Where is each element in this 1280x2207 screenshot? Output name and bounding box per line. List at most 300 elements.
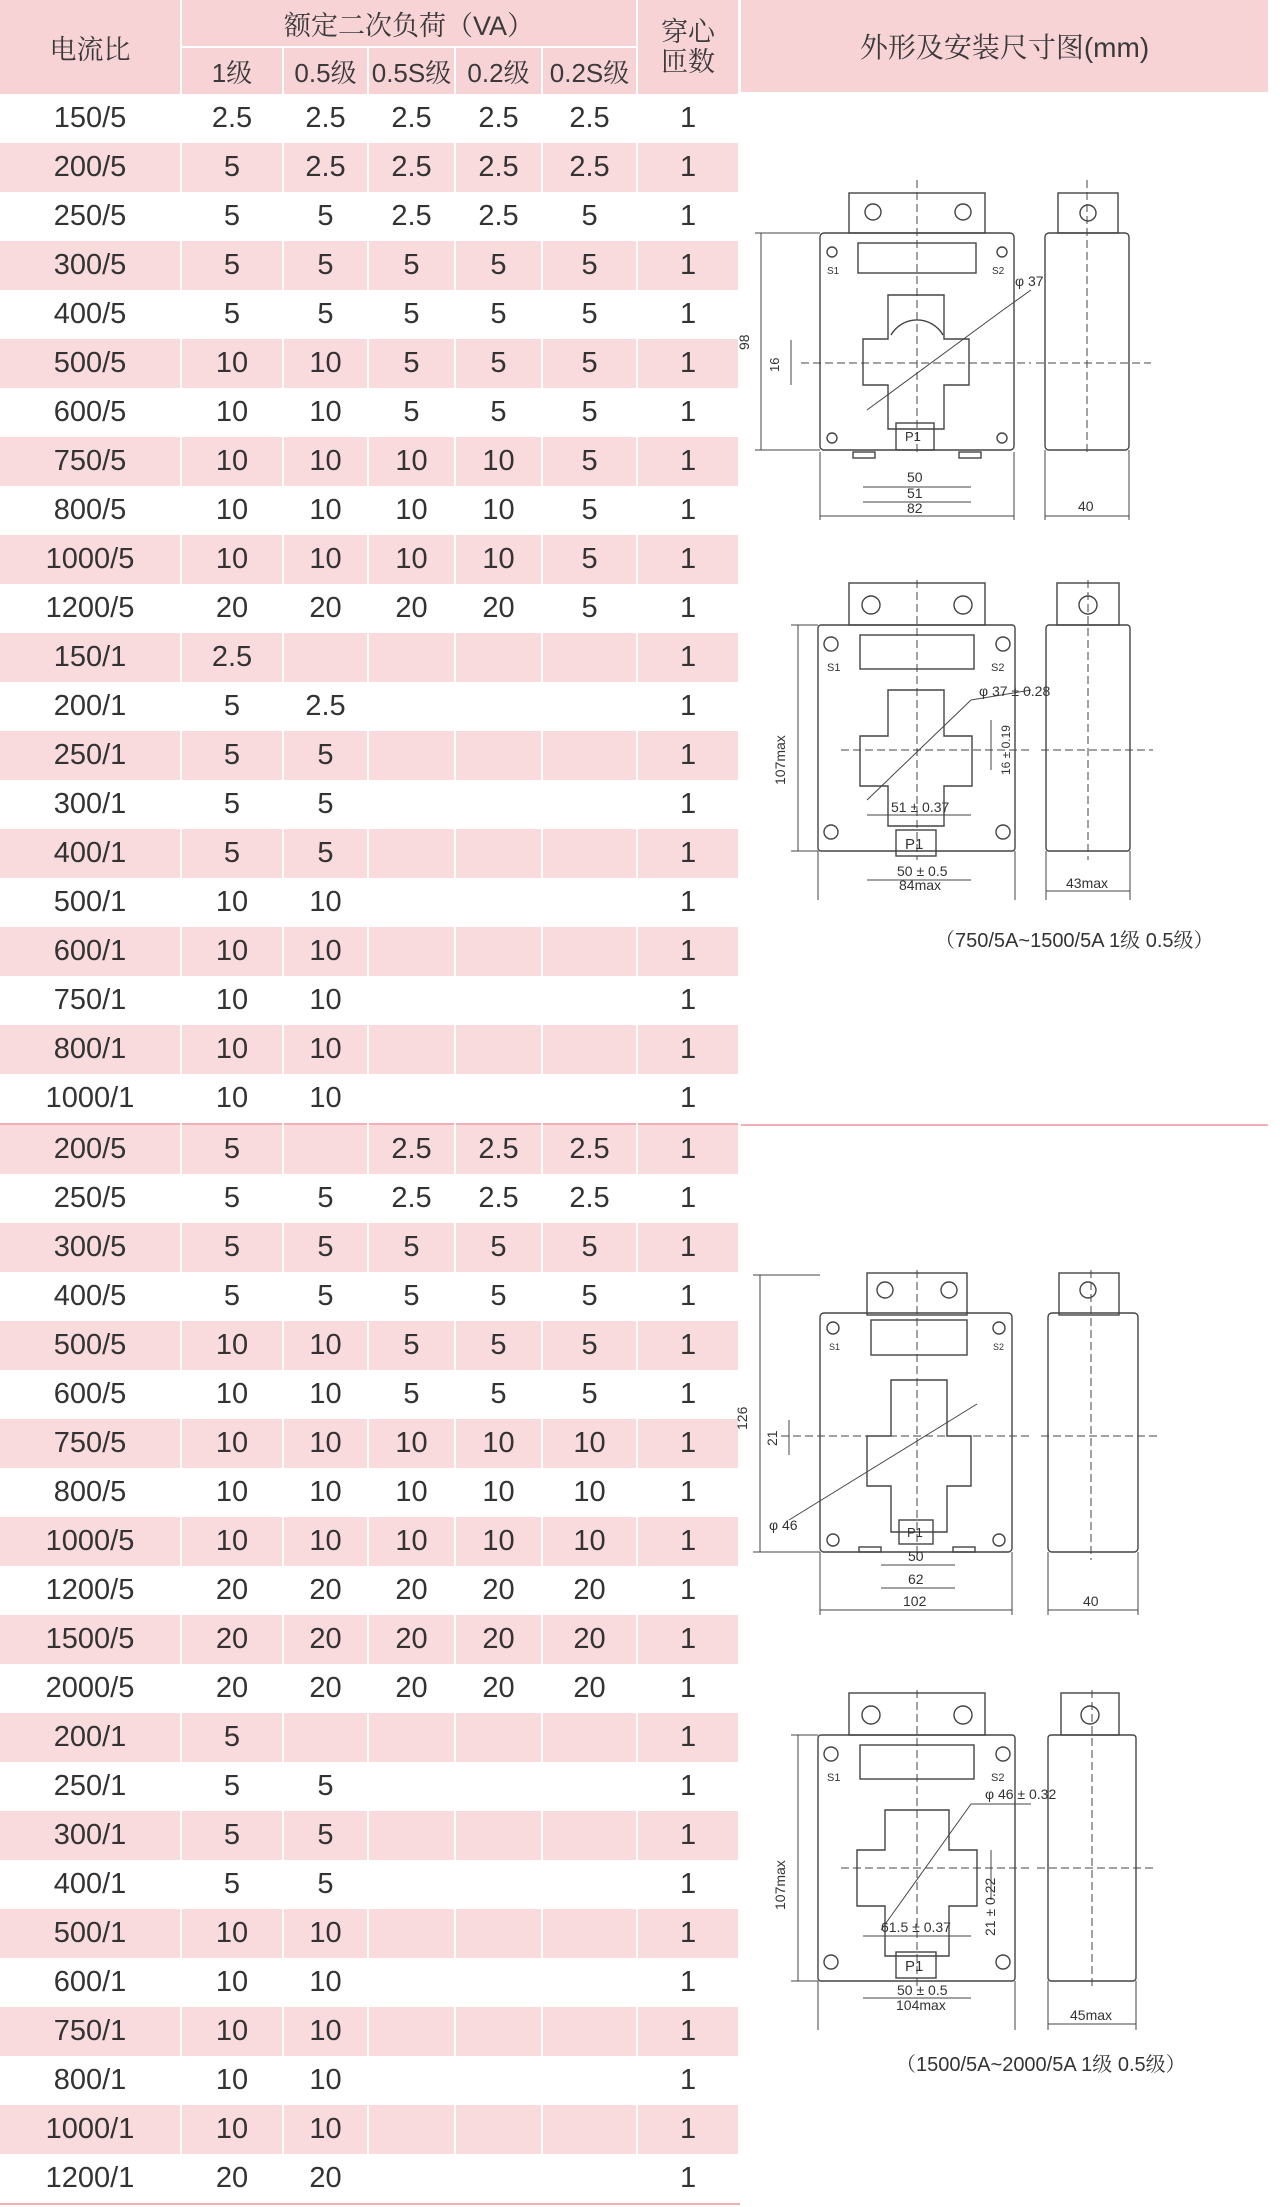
cell-class-0-5s: 5 [368, 1272, 455, 1321]
header-class-0-5: 0.5级 [283, 47, 368, 94]
cell-class-0-5s: 2.5 [368, 143, 455, 192]
d4-width-50-label: 50 ± 0.5 [897, 1982, 948, 1998]
cell-class-1: 10 [181, 1958, 283, 2007]
cell-ratio: 400/1 [0, 1860, 181, 1909]
cell-class-0-5s [368, 976, 455, 1025]
cell-class-1: 5 [181, 1713, 283, 1762]
header-turns: 穿心 匝数 [637, 0, 739, 94]
cell-turns: 1 [637, 1909, 739, 1958]
table-row [0, 437, 739, 486]
drawing-header: 外形及安装尺寸图(mm) [741, 0, 1268, 92]
table-row [0, 878, 739, 927]
cell-turns: 1 [637, 731, 739, 780]
cell-class-0-5: 10 [283, 1958, 368, 2007]
cell-class-1: 5 [181, 192, 283, 241]
table-row [0, 1272, 739, 1321]
cell-class-0-2s: 10 [542, 1517, 637, 1566]
cell-class-1: 20 [181, 1566, 283, 1615]
cell-ratio: 1500/5 [0, 1615, 181, 1664]
d4-s2-label: S2 [991, 1772, 1005, 1784]
cell-turns: 1 [637, 290, 739, 339]
cell-ratio: 800/5 [0, 1468, 181, 1517]
d1-height-label: 98 [736, 334, 752, 350]
cell-turns: 1 [637, 1074, 739, 1124]
cell-class-0-2: 10 [455, 1468, 542, 1517]
cell-class-0-2s [542, 731, 637, 780]
cell-class-0-2s [542, 878, 637, 927]
cell-class-0-5s [368, 2007, 455, 2056]
table-row [0, 584, 739, 633]
d2-diameter-label: φ 37 ± 0.28 [979, 683, 1051, 699]
d1-width-50-label: 50 [907, 469, 923, 485]
d3-width-50-label: 50 [908, 1548, 924, 1564]
d1-s1-label: S1 [827, 266, 840, 277]
cell-class-0-2 [455, 927, 542, 976]
cell-class-0-5: 10 [283, 1370, 368, 1419]
cell-turns: 1 [637, 1124, 739, 1174]
cell-class-0-2: 2.5 [455, 143, 542, 192]
cell-class-0-5s [368, 878, 455, 927]
cell-ratio: 800/1 [0, 1025, 181, 1074]
cell-turns: 1 [637, 1860, 739, 1909]
cell-class-0-2s [542, 1074, 637, 1124]
cell-class-0-5: 2.5 [283, 143, 368, 192]
cell-class-0-2: 5 [455, 241, 542, 290]
d3-diameter-label: φ 46 [769, 1517, 798, 1533]
cell-class-0-2s: 5 [542, 388, 637, 437]
cell-class-0-2 [455, 1958, 542, 2007]
table-row [0, 94, 739, 143]
cell-class-1: 5 [181, 241, 283, 290]
cell-ratio: 500/1 [0, 878, 181, 927]
cell-class-0-5: 5 [283, 1860, 368, 1909]
cell-class-0-5: 5 [283, 780, 368, 829]
cell-class-0-2s [542, 780, 637, 829]
cell-class-0-2s [542, 1811, 637, 1860]
cell-class-0-5: 5 [283, 192, 368, 241]
cell-class-0-5: 2.5 [283, 94, 368, 143]
d2-width-51-label: 51 ± 0.37 [891, 799, 950, 815]
cell-turns: 1 [637, 878, 739, 927]
cell-ratio: 200/5 [0, 143, 181, 192]
cell-class-0-2: 5 [455, 339, 542, 388]
cell-class-0-2 [455, 2056, 542, 2105]
cell-turns: 1 [637, 780, 739, 829]
cell-class-1: 5 [181, 1860, 283, 1909]
cell-class-0-5s: 5 [368, 1370, 455, 1419]
cell-class-1: 5 [181, 1174, 283, 1223]
cell-class-0-5: 10 [283, 339, 368, 388]
table-row [0, 143, 739, 192]
cell-ratio: 400/5 [0, 290, 181, 339]
cell-ratio: 200/5 [0, 1124, 181, 1174]
d3-window-label: 21 [764, 1430, 780, 1446]
cell-class-0-2s: 2.5 [542, 94, 637, 143]
cell-ratio: 800/1 [0, 2056, 181, 2105]
cell-class-0-5s: 20 [368, 1615, 455, 1664]
cell-ratio: 800/5 [0, 486, 181, 535]
cell-turns: 1 [637, 976, 739, 1025]
cell-class-0-5: 10 [283, 388, 368, 437]
cell-ratio: 400/1 [0, 829, 181, 878]
cell-class-0-5s: 10 [368, 1517, 455, 1566]
table-row [0, 1370, 739, 1419]
cell-class-0-2s [542, 976, 637, 1025]
cell-class-0-2s: 5 [542, 339, 637, 388]
cell-class-0-5s [368, 2105, 455, 2154]
cell-class-1: 5 [181, 1762, 283, 1811]
table-row [0, 1468, 739, 1517]
cell-class-0-5: 5 [283, 1223, 368, 1272]
cell-class-0-2s: 2.5 [542, 143, 637, 192]
table-row [0, 1025, 739, 1074]
cell-class-0-5: 20 [283, 1566, 368, 1615]
d4-diameter-label: φ 46 ± 0.32 [985, 1786, 1057, 1802]
cell-class-0-5s: 20 [368, 1566, 455, 1615]
cell-class-0-5s [368, 1811, 455, 1860]
cell-class-0-2 [455, 2007, 542, 2056]
cell-class-0-2: 10 [455, 437, 542, 486]
cell-ratio: 400/5 [0, 1272, 181, 1321]
cell-class-0-2 [455, 682, 542, 731]
table-row [0, 535, 739, 584]
cell-ratio: 1200/5 [0, 584, 181, 633]
cell-class-0-2s: 5 [542, 1272, 637, 1321]
cell-class-0-2: 10 [455, 1517, 542, 1566]
d2-height-label: 107max [772, 735, 788, 785]
d3-width-102-label: 102 [903, 1593, 927, 1609]
cell-class-0-5: 5 [283, 829, 368, 878]
cell-ratio: 250/5 [0, 192, 181, 241]
d3-p1-label: P1 [907, 1525, 923, 1540]
table-row [0, 2105, 739, 2154]
table-row [0, 1223, 739, 1272]
table-row [0, 2056, 739, 2105]
cell-ratio: 300/5 [0, 1223, 181, 1272]
cell-ratio: 200/1 [0, 682, 181, 731]
cell-class-0-5s: 10 [368, 437, 455, 486]
cell-class-0-5s [368, 1074, 455, 1124]
cell-class-0-2 [455, 633, 542, 682]
table-row [0, 682, 739, 731]
cell-ratio: 250/1 [0, 731, 181, 780]
cell-class-0-2: 20 [455, 1615, 542, 1664]
cell-class-1: 10 [181, 388, 283, 437]
cell-ratio: 300/5 [0, 241, 181, 290]
cell-ratio: 150/5 [0, 94, 181, 143]
cell-turns: 1 [637, 1419, 739, 1468]
cell-class-0-5s [368, 633, 455, 682]
d1-width-82-label: 82 [907, 500, 923, 516]
cell-ratio: 1000/5 [0, 1517, 181, 1566]
table-row [0, 731, 739, 780]
cell-class-0-2s [542, 2007, 637, 2056]
cell-class-0-2s: 5 [542, 1370, 637, 1419]
cell-class-0-5: 20 [283, 1664, 368, 1713]
cell-class-0-2 [455, 2154, 542, 2204]
cell-class-0-2s: 5 [542, 535, 637, 584]
cell-class-0-2s: 5 [542, 437, 637, 486]
cell-class-0-2s: 5 [542, 1321, 637, 1370]
cell-class-0-5s: 5 [368, 241, 455, 290]
cell-class-0-5s: 2.5 [368, 1174, 455, 1223]
d3-side-width-label: 40 [1083, 1593, 1099, 1609]
cell-ratio: 600/5 [0, 388, 181, 437]
table-row [0, 2007, 739, 2056]
d4-s1-label: S1 [827, 1772, 841, 1784]
cell-turns: 1 [637, 927, 739, 976]
cell-class-0-2s: 10 [542, 1419, 637, 1468]
cell-ratio: 600/1 [0, 927, 181, 976]
cell-class-0-2: 5 [455, 1370, 542, 1419]
table-row [0, 1321, 739, 1370]
cell-class-0-5: 2.5 [283, 682, 368, 731]
cell-class-0-2: 20 [455, 1566, 542, 1615]
cell-ratio: 1200/1 [0, 2154, 181, 2204]
cell-class-0-2s [542, 2154, 637, 2204]
cell-class-0-2: 10 [455, 1419, 542, 1468]
cell-class-0-5: 10 [283, 1074, 368, 1124]
cell-turns: 1 [637, 1664, 739, 1713]
cell-ratio: 500/5 [0, 339, 181, 388]
cell-class-0-2s: 5 [542, 1223, 637, 1272]
cell-class-0-5: 10 [283, 1468, 368, 1517]
cell-turns: 1 [637, 388, 739, 437]
cell-class-0-2s: 2.5 [542, 1124, 637, 1174]
cell-class-0-2 [455, 731, 542, 780]
cell-turns: 1 [637, 437, 739, 486]
table-row [0, 1762, 739, 1811]
cell-ratio: 1000/1 [0, 2105, 181, 2154]
cell-class-0-2s: 5 [542, 241, 637, 290]
d2-p1-label: P1 [905, 836, 924, 853]
cell-turns: 1 [637, 682, 739, 731]
cell-turns: 1 [637, 2056, 739, 2105]
cell-class-0-5s [368, 780, 455, 829]
d3-height-label: 126 [734, 1406, 750, 1430]
cell-turns: 1 [637, 94, 739, 143]
cell-class-1: 10 [181, 1074, 283, 1124]
header-class-0-5s: 0.5S级 [368, 47, 455, 94]
cell-class-0-5s [368, 1958, 455, 2007]
cell-class-0-2s: 5 [542, 192, 637, 241]
cell-class-0-5: 10 [283, 927, 368, 976]
cell-class-1: 20 [181, 584, 283, 633]
table-row [0, 780, 739, 829]
cell-class-0-2s: 10 [542, 1468, 637, 1517]
cell-ratio: 2000/5 [0, 1664, 181, 1713]
cell-class-1: 10 [181, 1468, 283, 1517]
table-row [0, 192, 739, 241]
header-class-0-2: 0.2级 [455, 47, 542, 94]
cell-class-0-5: 10 [283, 1909, 368, 1958]
d4-window-label: 21 ± 0.22 [982, 1877, 998, 1936]
cell-class-0-5s: 2.5 [368, 1124, 455, 1174]
table-row [0, 1664, 739, 1713]
cell-class-0-5s: 10 [368, 535, 455, 584]
table-row [0, 290, 739, 339]
cell-class-0-2: 5 [455, 1272, 542, 1321]
cell-turns: 1 [637, 584, 739, 633]
cell-ratio: 300/1 [0, 1811, 181, 1860]
cell-class-0-5s [368, 829, 455, 878]
d4-side-width-label: 45max [1070, 2007, 1113, 2023]
cell-class-0-5s [368, 2056, 455, 2105]
table-row [0, 388, 739, 437]
cell-class-0-2s: 20 [542, 1615, 637, 1664]
cell-class-0-2 [455, 1860, 542, 1909]
cell-turns: 1 [637, 241, 739, 290]
d1-s2-label: S2 [992, 266, 1005, 277]
cell-class-0-2s [542, 1860, 637, 1909]
cell-class-0-2: 10 [455, 486, 542, 535]
cell-turns: 1 [637, 1321, 739, 1370]
cell-class-0-5s [368, 1860, 455, 1909]
cell-class-0-2: 10 [455, 535, 542, 584]
cell-turns: 1 [637, 2154, 739, 2204]
cell-class-0-5: 5 [283, 1762, 368, 1811]
cell-class-0-5: 10 [283, 1517, 368, 1566]
cell-ratio: 1200/5 [0, 1566, 181, 1615]
cell-turns: 1 [637, 486, 739, 535]
cell-ratio: 750/1 [0, 2007, 181, 2056]
cell-class-1: 10 [181, 535, 283, 584]
table-row [0, 1909, 739, 1958]
cell-class-0-2 [455, 1074, 542, 1124]
cell-class-0-5s [368, 2154, 455, 2204]
cell-turns: 1 [637, 1615, 739, 1664]
cell-class-1: 2.5 [181, 94, 283, 143]
cell-class-0-2 [455, 1909, 542, 1958]
d1-side-width-label: 40 [1078, 498, 1094, 514]
cell-class-1: 10 [181, 976, 283, 1025]
cell-class-0-5: 20 [283, 584, 368, 633]
cell-class-1: 5 [181, 1124, 283, 1174]
cell-class-0-5s: 5 [368, 339, 455, 388]
cell-turns: 1 [637, 192, 739, 241]
d3-s1-label: S1 [829, 1342, 841, 1352]
cell-class-0-2s: 5 [542, 290, 637, 339]
table-row [0, 1860, 739, 1909]
cell-class-0-5s: 5 [368, 290, 455, 339]
cell-class-0-5: 10 [283, 878, 368, 927]
cell-class-0-2: 2.5 [455, 94, 542, 143]
cell-class-0-2 [455, 976, 542, 1025]
cell-turns: 1 [637, 1272, 739, 1321]
cell-class-1: 5 [181, 731, 283, 780]
table-row [0, 1615, 739, 1664]
cell-class-0-5s: 10 [368, 1468, 455, 1517]
d3-width-62-label: 62 [908, 1571, 924, 1587]
cell-ratio: 1000/1 [0, 1074, 181, 1124]
cell-class-0-2s [542, 829, 637, 878]
cell-class-1: 10 [181, 1321, 283, 1370]
cell-class-0-5: 10 [283, 1025, 368, 1074]
cell-class-0-2: 5 [455, 1321, 542, 1370]
table-row [0, 976, 739, 1025]
cell-turns: 1 [637, 2105, 739, 2154]
d2-side-width-label: 43max [1066, 875, 1109, 891]
cell-class-1: 5 [181, 143, 283, 192]
cell-class-0-5: 5 [283, 241, 368, 290]
cell-class-0-2: 5 [455, 1223, 542, 1272]
cell-class-0-2s: 20 [542, 1664, 637, 1713]
cell-class-1: 5 [181, 1811, 283, 1860]
table-row [0, 927, 739, 976]
cell-class-0-2 [455, 878, 542, 927]
cell-class-0-5: 10 [283, 486, 368, 535]
cell-class-0-5s: 5 [368, 388, 455, 437]
cell-turns: 1 [637, 829, 739, 878]
cell-turns: 1 [637, 1174, 739, 1223]
cell-turns: 1 [637, 1025, 739, 1074]
cell-turns: 1 [637, 535, 739, 584]
cell-class-0-2s: 5 [542, 584, 637, 633]
d2-s2-label: S2 [991, 662, 1005, 674]
cell-class-0-5: 20 [283, 1615, 368, 1664]
cell-class-0-2s [542, 1713, 637, 1762]
cell-class-0-5s: 20 [368, 1664, 455, 1713]
cell-class-0-5s: 5 [368, 1223, 455, 1272]
cell-class-0-2s [542, 2105, 637, 2154]
cell-class-0-5s [368, 1909, 455, 1958]
cell-class-0-2: 2.5 [455, 1174, 542, 1223]
cell-class-1: 10 [181, 2105, 283, 2154]
cell-class-1: 10 [181, 1419, 283, 1468]
cell-ratio: 600/5 [0, 1370, 181, 1419]
header-class-0-2s: 0.2S级 [542, 47, 637, 94]
cell-turns: 1 [637, 1762, 739, 1811]
cell-class-0-2s [542, 2056, 637, 2105]
cell-class-1: 5 [181, 682, 283, 731]
cell-class-1: 10 [181, 339, 283, 388]
d2-width-50-label: 50 ± 0.5 [897, 863, 948, 879]
cell-class-0-2s: 2.5 [542, 1174, 637, 1223]
cell-class-0-5s: 20 [368, 584, 455, 633]
cell-ratio: 250/5 [0, 1174, 181, 1223]
cell-class-0-2s: 20 [542, 1566, 637, 1615]
cell-turns: 1 [637, 1468, 739, 1517]
cell-class-0-2s [542, 1909, 637, 1958]
cell-ratio: 600/1 [0, 1958, 181, 2007]
dimension-drawing-2 [741, 580, 1271, 893]
cell-class-1: 10 [181, 486, 283, 535]
header-burden: 额定二次负荷（VA） [181, 0, 637, 47]
cell-class-0-2: 2.5 [455, 192, 542, 241]
cell-class-0-2 [455, 1713, 542, 1762]
cell-ratio: 750/1 [0, 976, 181, 1025]
cell-class-0-5: 10 [283, 2007, 368, 2056]
cell-ratio: 150/1 [0, 633, 181, 682]
table-row [0, 1419, 739, 1468]
d4-p1-label: P1 [905, 1958, 924, 1975]
cell-ratio: 500/1 [0, 1909, 181, 1958]
cell-class-0-2s [542, 927, 637, 976]
cell-class-0-5s [368, 1762, 455, 1811]
cell-ratio: 750/5 [0, 1419, 181, 1468]
cell-ratio: 300/1 [0, 780, 181, 829]
cell-class-0-2: 20 [455, 584, 542, 633]
header-ratio: 电流比 [0, 0, 181, 94]
cell-turns: 1 [637, 1370, 739, 1419]
cell-class-0-5s: 2.5 [368, 94, 455, 143]
d4-width-61-label: 61.5 ± 0.37 [881, 1919, 951, 1935]
cell-class-0-5: 10 [283, 1419, 368, 1468]
cell-ratio: 750/5 [0, 437, 181, 486]
table-row [0, 486, 739, 535]
cell-class-0-5s: 5 [368, 1321, 455, 1370]
d4-width-104-label: 104max [896, 1997, 946, 2013]
